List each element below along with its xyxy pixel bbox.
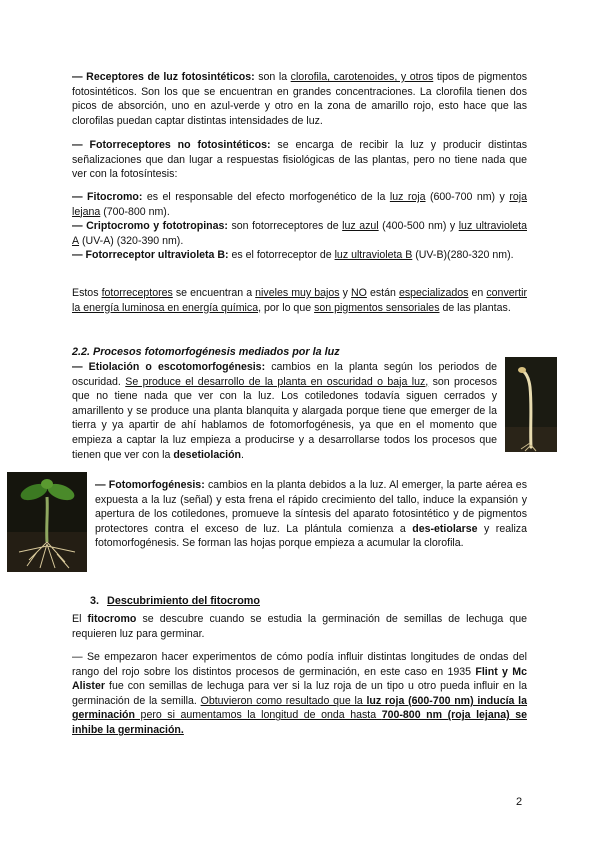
- section-number: 3.: [90, 595, 100, 607]
- dash: —: [72, 71, 83, 83]
- paragraph-fitocromo: — Fitocromo: es el responsable del efecto morfogenético de la luz roja (600-700 nm) y roja lejana (700-800 nm).: [72, 191, 527, 218]
- green-seedling-image: [7, 472, 87, 572]
- paragraph-fotomorfogenesis: — Fotomorfogénesis: cambios en la planta debidos a la luz. Al emerger, la parte aérea es expuesta a la luz (señal) y esta frena el rápido crecimiento del tallo, induce la expansión y apertura de los cotiledones, promueve la síntesis del aparato fotosintético y de pigmentos protectores contra el exceso de luz. La plántula comienza a des-etiolarse y realiza fotomorfogénesis. Se forman las hojas porque empieza a acumular la clorofila.: [95, 479, 527, 550]
- section-title: Descubrimiento del fitocromo: [107, 595, 260, 607]
- paragraph-non-photosynthetic: — Fotorreceptores no fotosintéticos: se encarga de recibir la luz y producir distintas señalizaciones que dan lugar a respuestas fisiológicas de las plantas, pero no tiene nada que ver con la fotosíntesis:: [72, 139, 528, 181]
- etiolated-seedling-image: [505, 357, 557, 452]
- paragraph-experimentos: — Se empezaron hacer experimentos de cómo podía influir distintas longitudes de ondas del rango del rojo sobre los distintos procesos de germinación, en este caso en 1935 Flint y Mc Alister fue con semillas de lechuga para ver si la luz roja de un tipo u otro pueda influir en la germinación de la semilla. Obtuvieron como resultado que la luz roja (600-700 nm) inducía la germinación pero si aumentamos la longitud de onda hasta 700-800 nm (roja lejana) se inhibe la germinación.: [72, 651, 528, 736]
- section-heading-descubrimiento: [90, 595, 260, 607]
- paragraph-uvb: — Fotorreceptor ultravioleta B: es el fotorreceptor de luz ultravioleta B (UV-B)(280-320 nm).: [72, 249, 514, 261]
- term-uvb: — Fotorreceptor ultravioleta B:: [72, 249, 229, 261]
- paragraph-criptocromo: — Criptocromo y fototropinas: son fotorreceptores de luz azul (400-500 nm) y luz ultravioleta A (UV-A) (320-390 nm).: [72, 220, 527, 247]
- paragraph-etiolacion: — Etiolación o escotomorfogénesis: cambios en la planta según los periodos de oscuridad. Se produce el desarrollo de la planta en oscuridad o baja luz, son procesos que no tiene nada que ver con la luz. Los cotiledones todavía siguen cerrados y amarillento y se produce una planta blanquita y alargada porque tiene que emerger de la tierra y ya apartir de ahí hablamos de fotomorfogénesis, ya que en el momento que empieza a captar la luz empieza a producirse y a desarrollarse todos los procesos que tienen que ver con la desetiolación.: [72, 361, 498, 461]
- dash: —: [72, 139, 83, 151]
- term-fitocromo: — Fitocromo:: [72, 191, 143, 203]
- green-seedling-drawing: [7, 472, 87, 572]
- term-etiolacion: — Etiolación o escotomorfogénesis:: [72, 361, 266, 373]
- paragraph-fitocromo-discovery: El fitocromo se descubre cuando se estudia la germinación de semillas de lechuga que requieren luz para germinar.: [72, 613, 527, 640]
- term-non-photosynthetic: Fotorreceptores no fotosintéticos:: [89, 139, 271, 151]
- etiolated-seedling-drawing: [505, 357, 557, 452]
- page-number: 2: [516, 796, 523, 808]
- subheading-procesos: 2.2. Procesos fotomorfogénesis mediados por la luz: [72, 346, 340, 358]
- paragraph-photosynthetic-receptors: — Receptores de luz fotosintéticos: son la clorofila, carotenoides, y otros tipos de pigmentos fotosintéticos. Son los que se encuentran en grandes concentraciones. La clorofila tienen dos picos de absorción, uno en azul-verde y otro en la zona de amarillo rojo, esto hace que las clorofilas puedan captar distintas intensidades de luz.: [72, 71, 528, 127]
- term-photosynthetic-receptors: Receptores de luz fotosintéticos:: [86, 71, 255, 83]
- paragraph-fotorreceptores: Estos fotorreceptores se encuentran a niveles muy bajos y NO están especializados en convertir la energía luminosa en energía química, por lo que son pigmentos sensoriales de las plantas.: [72, 287, 527, 314]
- term-fotomorfogenesis: — Fotomorfogénesis:: [95, 479, 205, 491]
- term-criptocromo: — Criptocromo y fototropinas:: [72, 220, 228, 232]
